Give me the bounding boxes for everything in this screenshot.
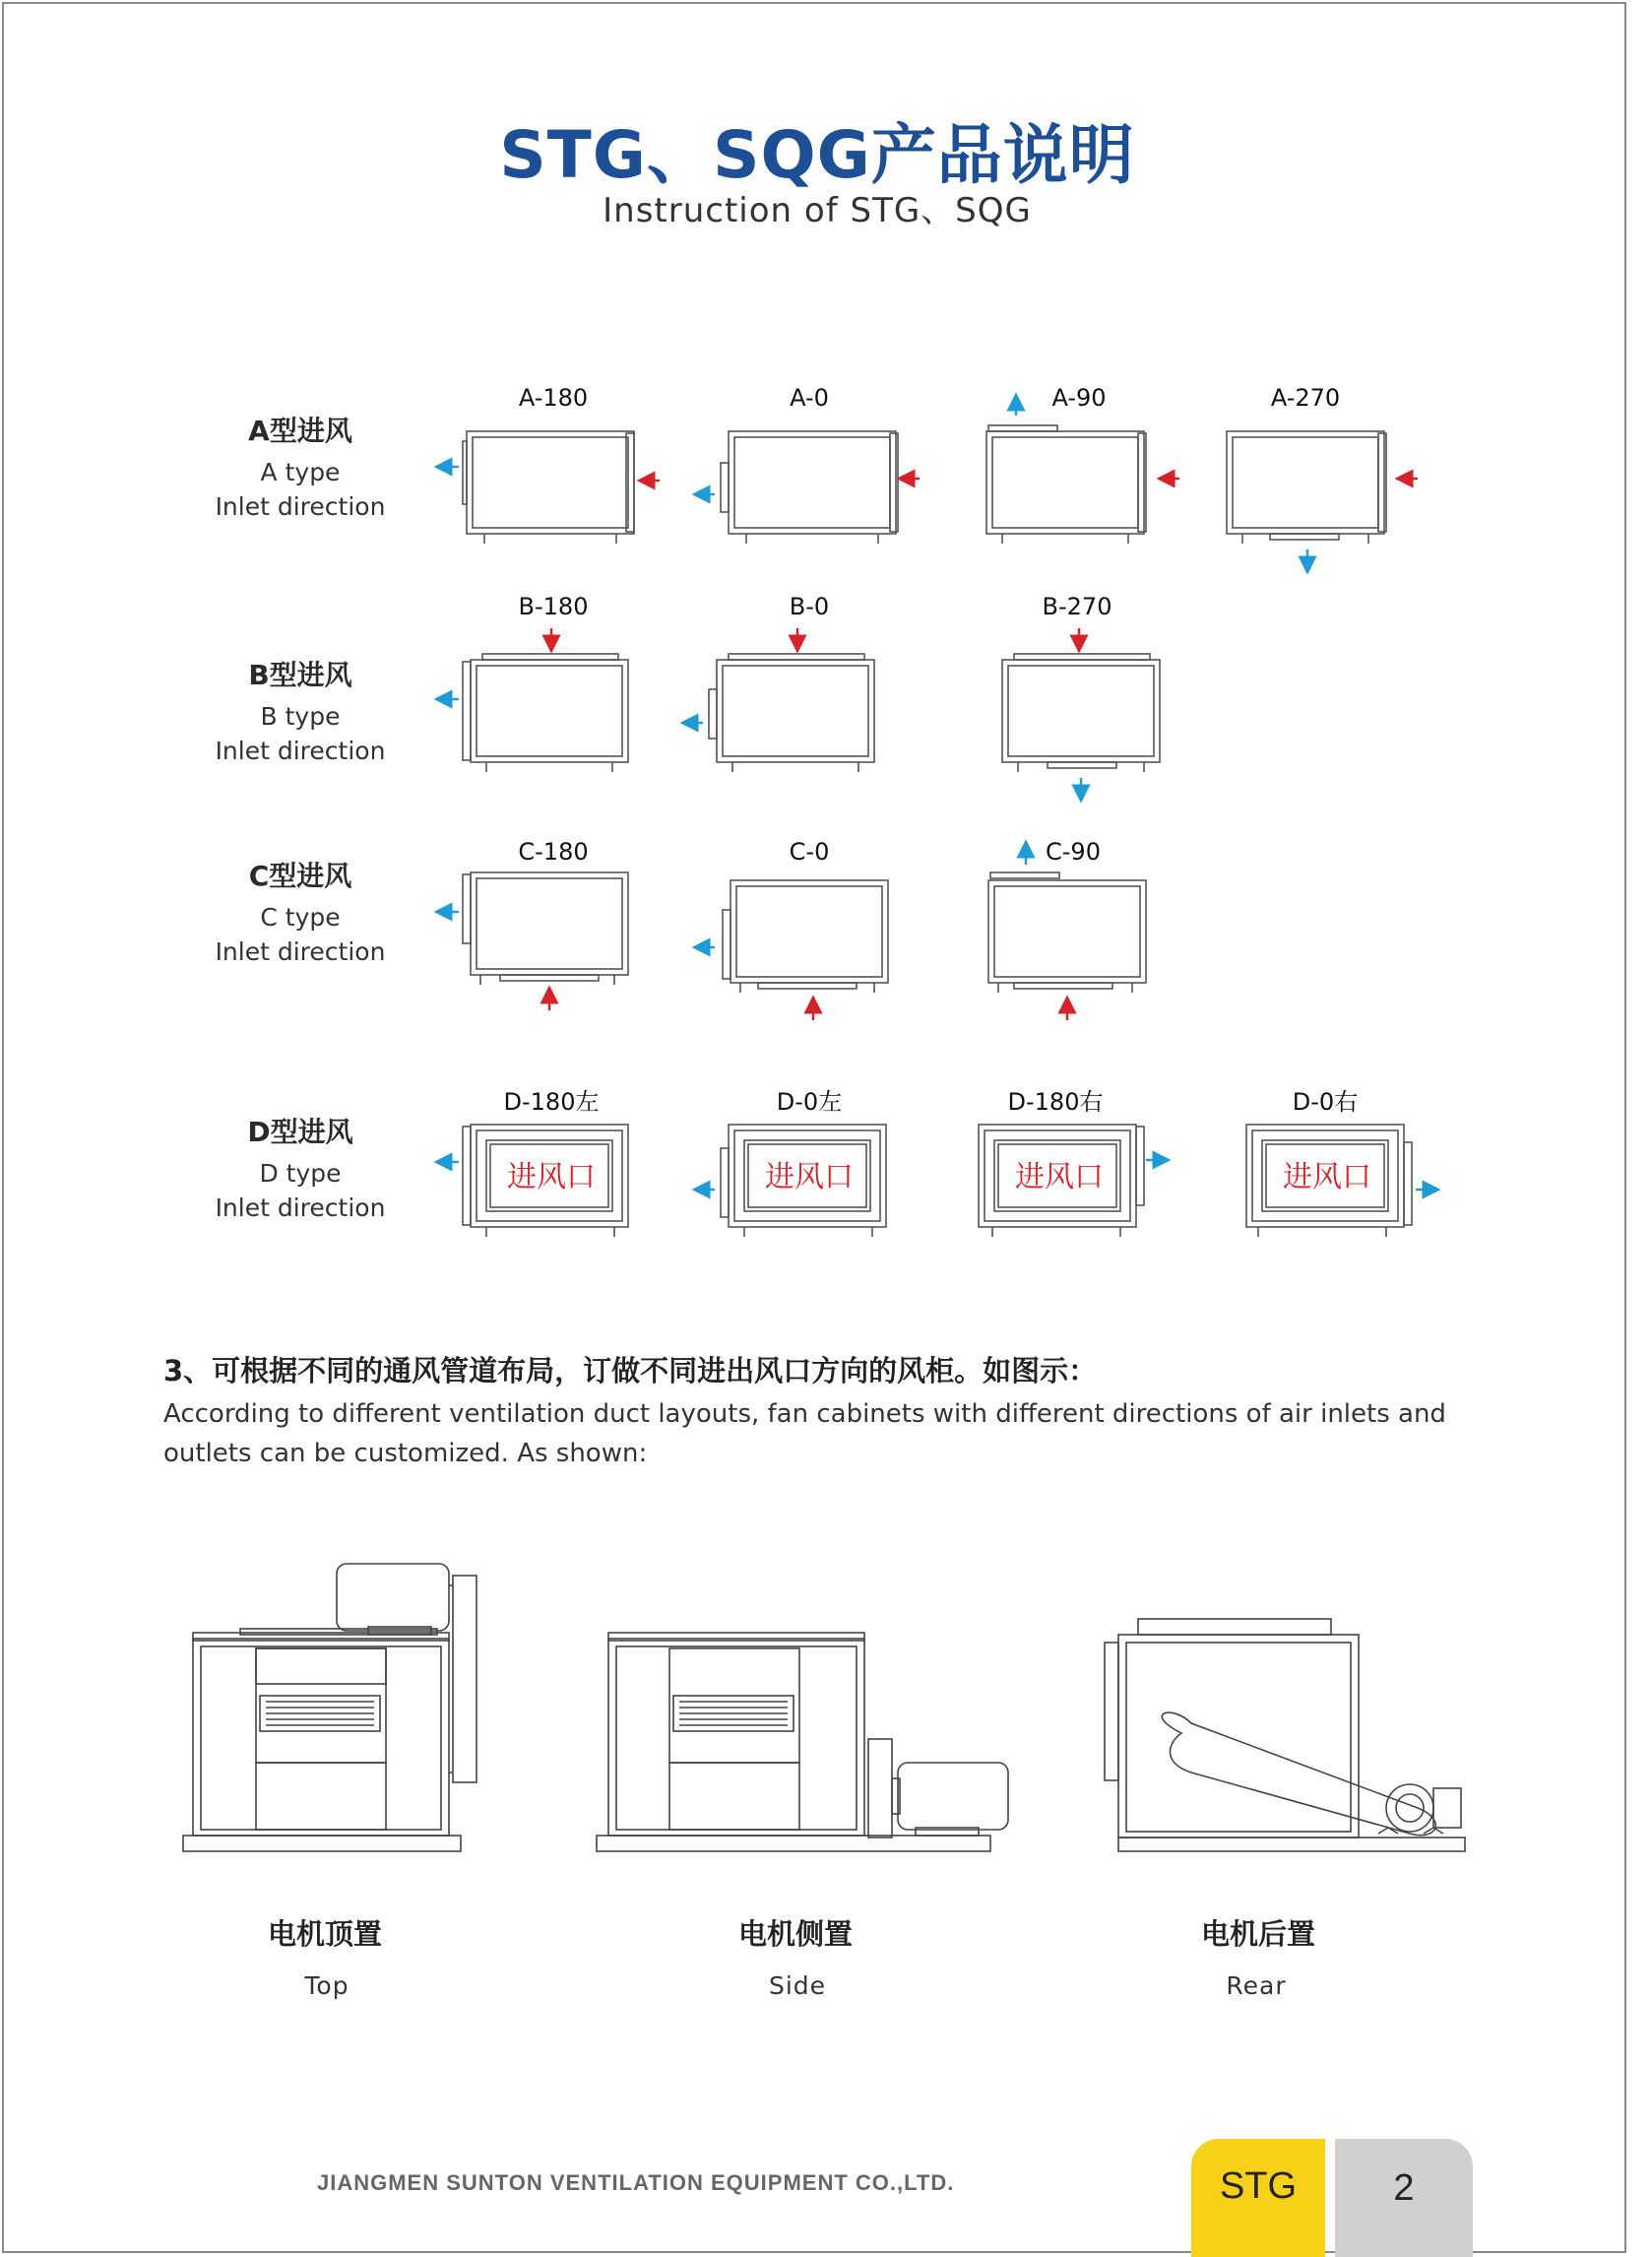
diagram-label-b-0: B-0 [789,593,830,620]
row-a-type: A type [260,458,341,486]
box-a-90 [986,425,1146,544]
row-c-direction: Inlet direction [215,937,386,966]
box-b-0 [709,654,874,772]
page-title: STG、SQG产品说明 [499,117,1135,193]
diagram-label-b-270: B-270 [1042,593,1112,620]
box-a-0 [721,431,898,544]
diagram-label-a-180: A-180 [518,384,589,412]
diagram-label-c-90: C-90 [1046,838,1101,866]
product-tab: STG [1191,2139,1325,2257]
diagram-label-a-0: A-0 [790,384,829,412]
row-b-title: B型进风 [248,659,352,691]
section-description: According to different ventilation duct layouts, fan cabinets with different directions of air inlets and outlets can be customized. As shown: [163,1399,1446,1468]
diagram-label-d-180-left: D-180左 [503,1088,600,1116]
d-0-left-inlet-label: 进风口 [765,1160,854,1194]
motor-top-caption-en: Top [304,1971,349,2000]
diagram-label-b-180: B-180 [518,593,589,620]
page-subtitle: Instruction of STG、SQG [603,191,1032,230]
row-d-type: D type [259,1159,342,1188]
motor-side-caption-zh: 电机侧置 [737,1917,853,1951]
box-c-180 [463,872,628,985]
box-b-180 [463,654,628,772]
row-d-direction: Inlet direction [215,1193,386,1222]
motor-rear-caption-en: Rear [1226,1971,1287,2000]
row-c-title: C型进风 [248,860,352,892]
diagram-label-d-0-right: D-0右 [1292,1088,1359,1116]
diagram-label-a-90: A-90 [1051,384,1107,412]
row-c-type: C type [260,903,341,932]
row-a-direction: Inlet direction [215,492,386,521]
box-a-270 [1227,431,1386,544]
row-a-title: A型进风 [248,415,352,447]
d-0-right-inlet-label: 进风口 [1283,1160,1371,1194]
diagram-label-d-0-left: D-0左 [776,1088,843,1116]
row-b-type: B type [260,702,341,731]
row-d-title: D型进风 [247,1116,353,1148]
section-heading: 3、可根据不同的通风管道布局，订做不同进出风口方向的风柜。如图示： [163,1354,1098,1387]
row-b-direction: Inlet direction [215,737,386,765]
box-c-0 [723,880,888,993]
box-a-180 [463,431,634,544]
box-c-90 [988,872,1146,993]
motor-rear-caption-zh: 电机后置 [1200,1917,1315,1951]
company-name: JIANGMEN SUNTON VENTILATION EQUIPMENT CO.,LTD. [317,2170,955,2195]
diagram-label-d-180-right: D-180右 [1007,1088,1104,1116]
diagram-label-c-180: C-180 [518,838,589,866]
box-b-270 [1002,654,1160,772]
diagram-label-a-270: A-270 [1270,384,1341,412]
diagram-label-c-0: C-0 [789,838,830,866]
motor-top-caption-zh: 电机顶置 [267,1917,382,1951]
d-180-right-inlet-label: 进风口 [1015,1160,1104,1194]
d-180-left-inlet-label: 进风口 [507,1160,596,1194]
page-number: 2 [1335,2139,1473,2257]
motor-side-caption-en: Side [768,1971,827,2000]
